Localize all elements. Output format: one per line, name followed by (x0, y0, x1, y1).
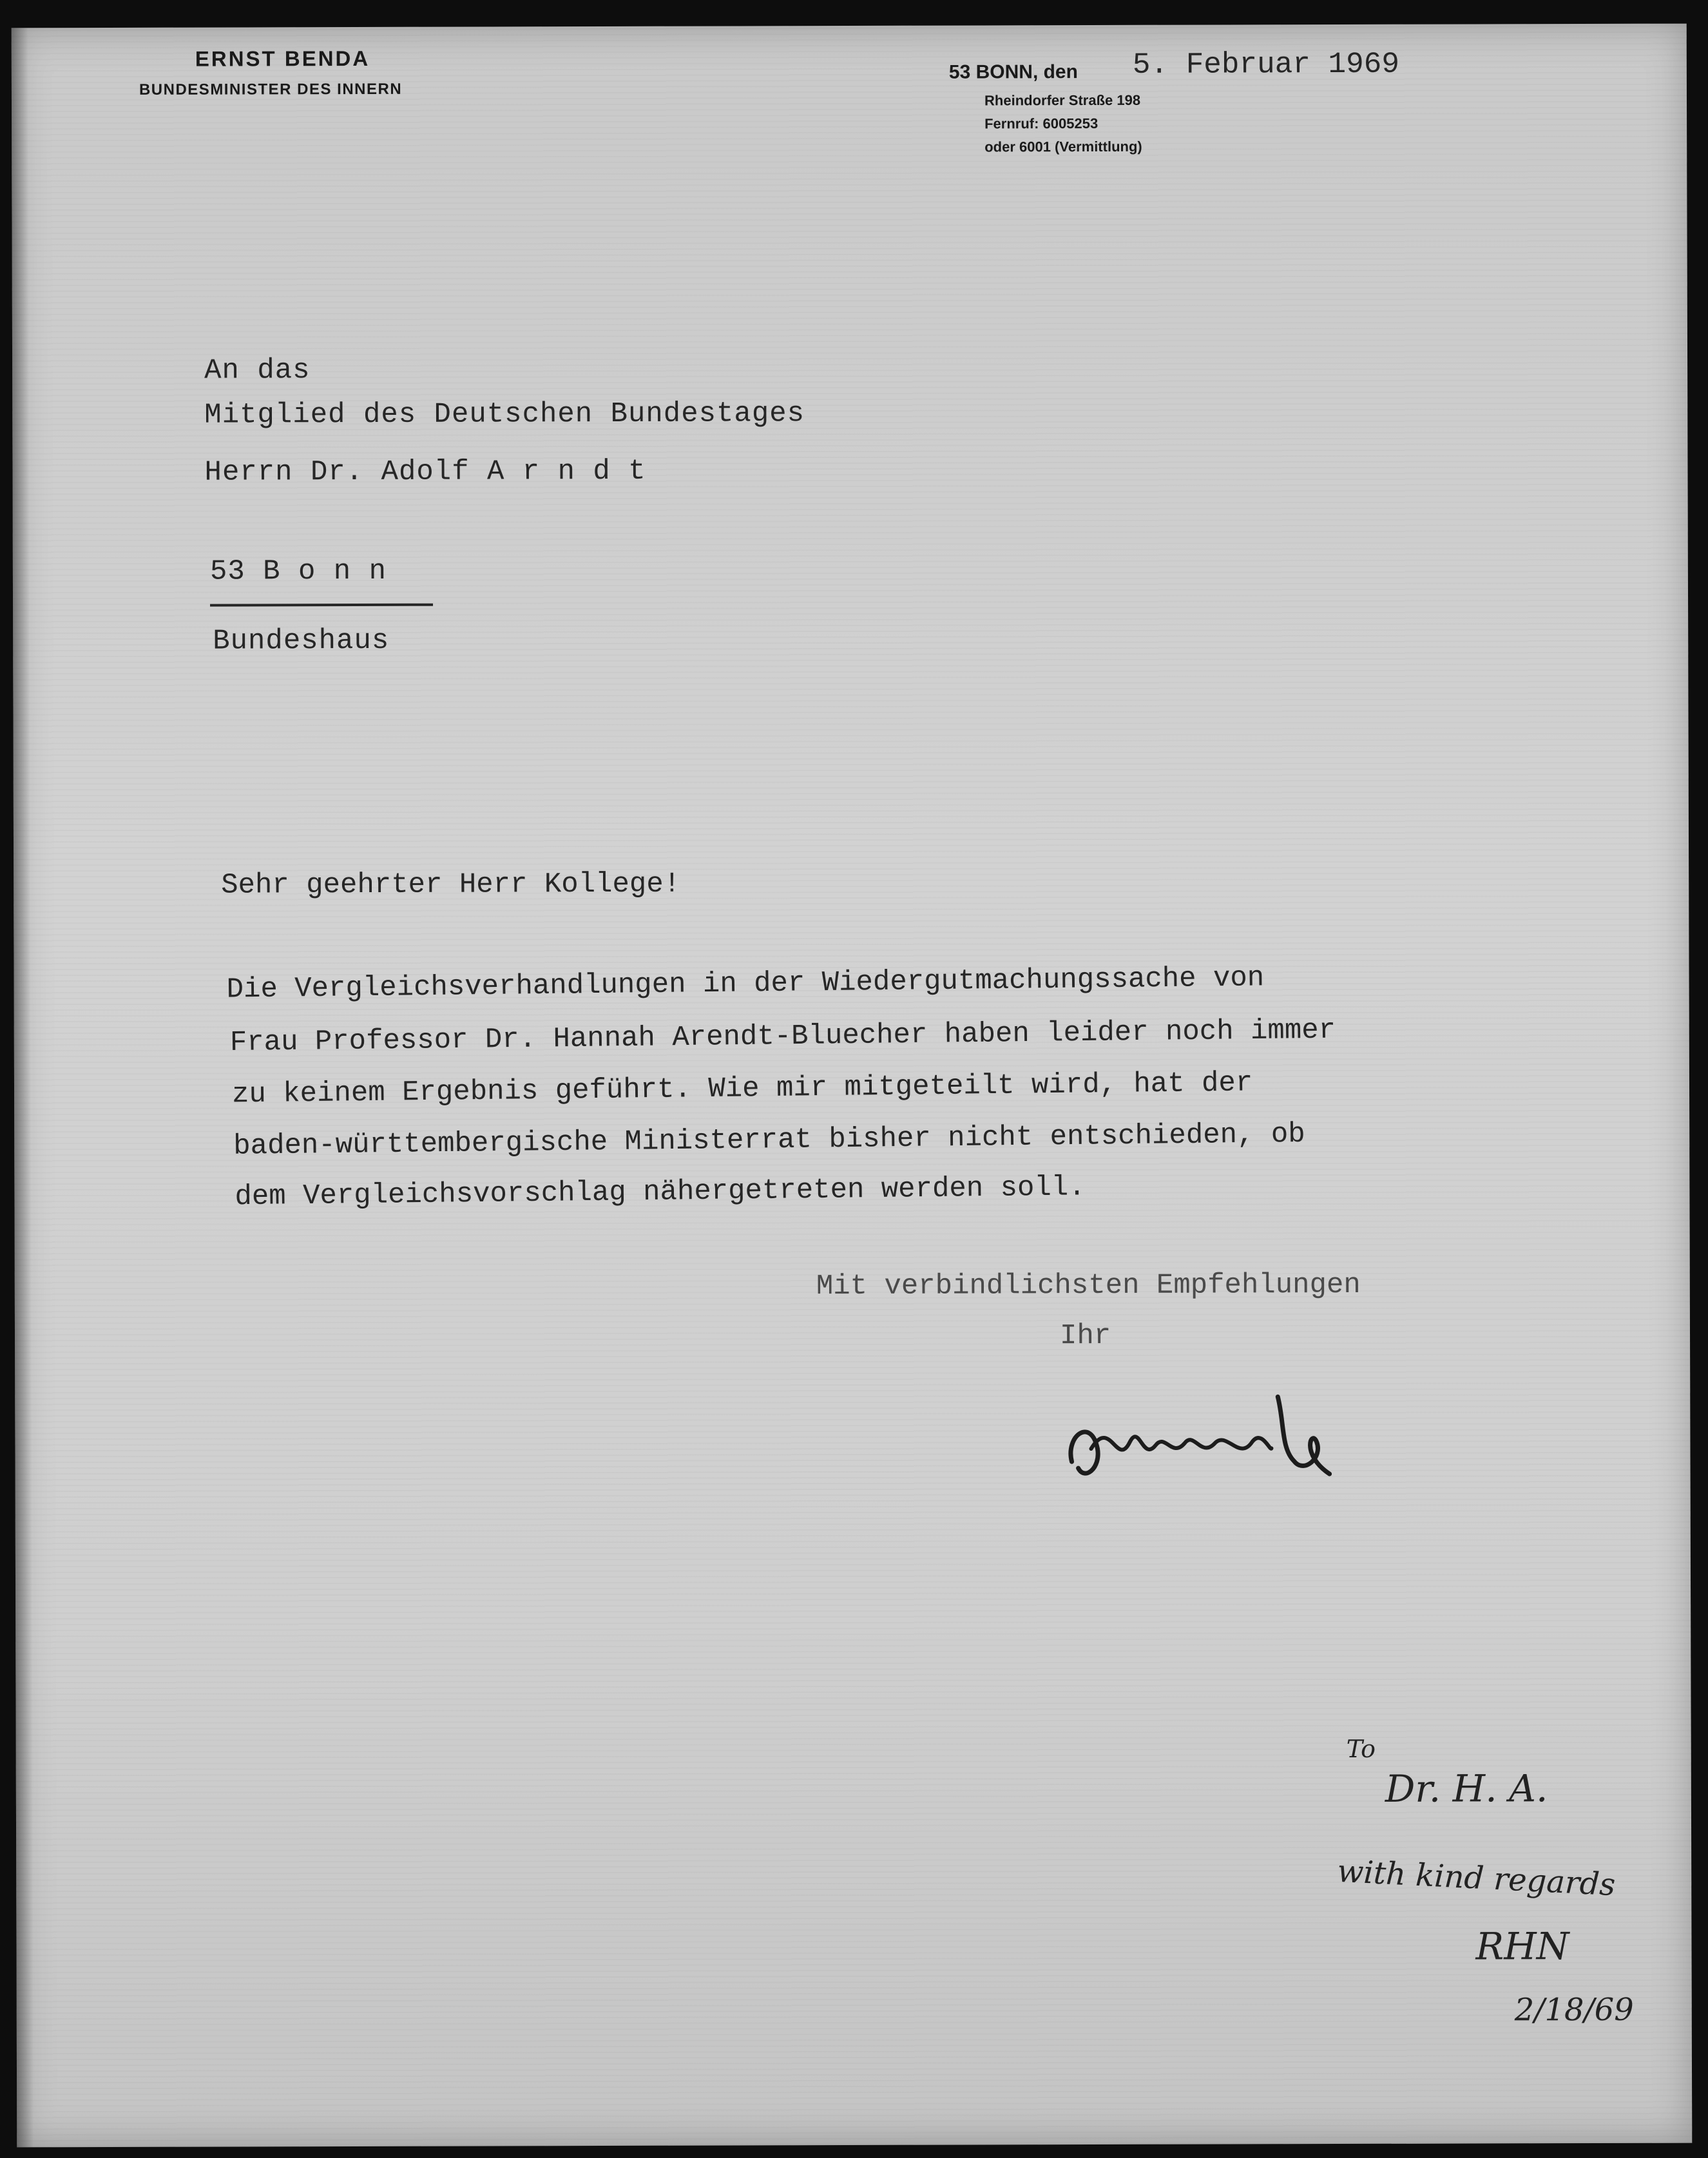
salutation: Sehr geehrter Herr Kollege! (221, 868, 681, 902)
body-line-5: dem Vergleichsvorschlag nähergetreten werden soll. (235, 1171, 1086, 1214)
recipient-city: 53 B o n n (209, 555, 387, 588)
body-line-2: Frau Professor Dr. Hannah Arendt-Bluecher haben leider noch immer (229, 1014, 1336, 1060)
letterhead-phone: Fernruf: 6005253 (984, 115, 1099, 132)
body-line-1: Die Vergleichsverhandlungen in der Wiedergutmachungssache von (226, 962, 1265, 1006)
annotation-line-4: RHN (1475, 1924, 1569, 1969)
recipient-line-3: Herrn Dr. Adolf A r n d t (204, 455, 646, 489)
city-underline (210, 604, 433, 607)
body-line-4: baden-württembergische Ministerrat bisher nicht entschieden, ob (233, 1118, 1305, 1163)
body-line-3: zu keinem Ergebnis geführt. Wie mir mitgeteilt wird, hat der (231, 1067, 1253, 1111)
recipient-building: Bundeshaus (213, 624, 390, 658)
letterhead-city: 53 BONN, den (948, 61, 1078, 83)
letterhead-phone-alt: oder 6001 (Vermittlung) (984, 138, 1142, 155)
annotation-line-2: Dr. H. A. (1385, 1766, 1548, 1811)
annotation-line-3: with kind regards (1336, 1853, 1617, 1904)
letter-page (12, 24, 1693, 2148)
letterhead-street: Rheindorfer Straße 198 (984, 91, 1141, 109)
letterhead-name: ERNST BENDA (195, 46, 370, 71)
letterhead-title: BUNDESMINISTER DES INNERN (139, 80, 403, 99)
annotation-line-5: 2/18/69 (1514, 1991, 1634, 2029)
letter-date: 5. Februar 1969 (1132, 47, 1399, 82)
recipient-line-1: An das (204, 354, 311, 387)
signature-benda (1046, 1371, 1394, 1500)
annotation-line-1: To (1346, 1734, 1376, 1763)
recipient-line-2: Mitglied des Deutschen Bundestages (204, 397, 805, 432)
closing: Mit verbindlichsten Empfehlungen (816, 1268, 1361, 1303)
closing-word: Ihr (1059, 1319, 1111, 1353)
